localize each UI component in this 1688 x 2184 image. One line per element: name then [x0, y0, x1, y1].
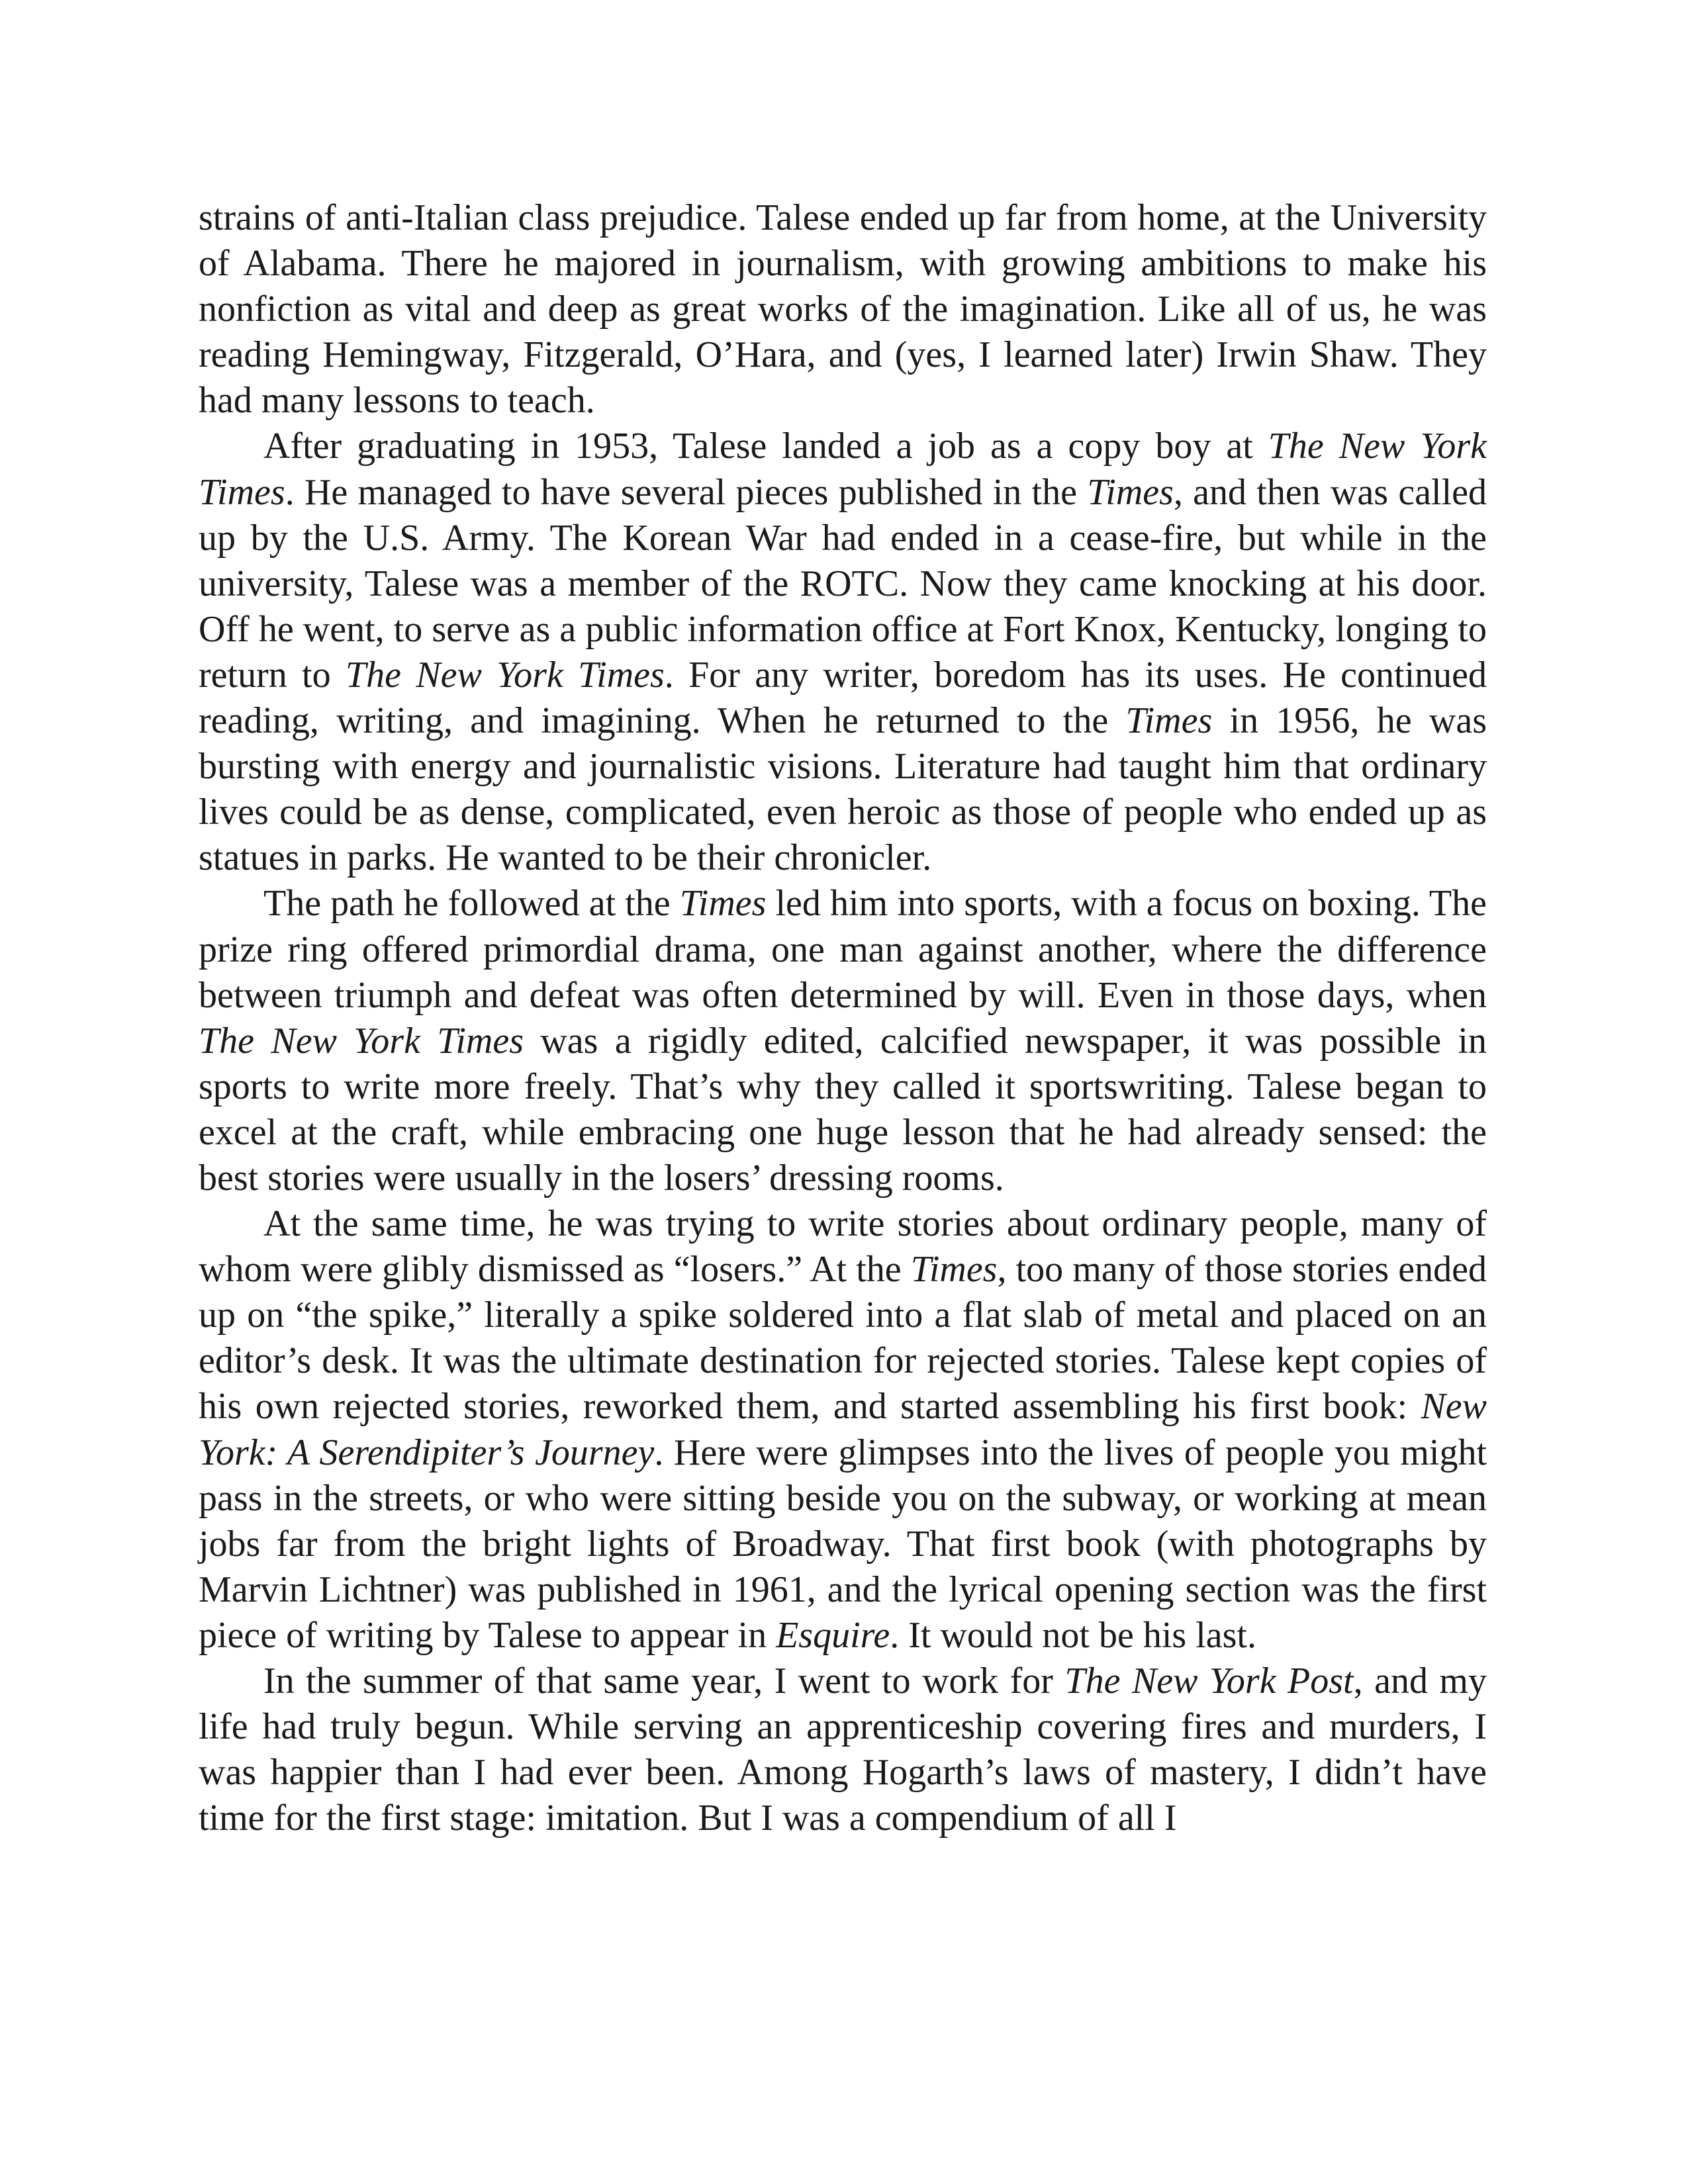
- text-segment: . He managed to have several pieces published in the: [285, 471, 1088, 513]
- text-segment: in 1956, he was bursting with energy and journalistic visions. Literature had taught him that ordinary lives could be as dense, complicated, even heroic as those of people who ended up as statues in parks. He wanted to be their chronicler.: [199, 700, 1487, 879]
- text-segment: . Here were glimpses into the lives of people you might pass in the streets, or who were sitting beside you on the subway, or working at mean jobs far from the bright lights of Broadway. That first book (with photographs by Marvin Lichtner) was published in 1961, and the lyrical opening section was the first piece of writing by Talese to appear in: [199, 1432, 1487, 1656]
- text-segment: At the same time, he was trying to write stories about ordinary people, many of whom were glibly dismissed as “losers.” At the: [199, 1203, 1487, 1291]
- text-segment: In the summer of that same year, I went to work for: [263, 1661, 1065, 1702]
- italic-title: The New York Times: [199, 1020, 524, 1062]
- text-segment: The path he followed at the: [263, 883, 680, 925]
- text-segment: , too many of those stories ended up on “the spike,” literally a spike soldered into a flat slab of metal and placed on an editor’s desk. It was the ultimate destination for rejected stories. Talese kept copies of his own rejected stories, reworked them, and started assembling his first book:: [199, 1249, 1487, 1428]
- italic-title: The New York Times: [345, 654, 665, 696]
- italic-title: Times: [1087, 471, 1174, 513]
- text-segment: , and my life had truly begun. While serving an apprenticeship covering fires and murders, I was happier than I had ever been. Among Hogarth’s laws of mastery, I didn’t have time for the first stage: imitation. But I was a compendium of all I: [199, 1661, 1487, 1839]
- italic-title: New York: A Serendipiter’s Journey: [199, 1386, 1487, 1473]
- italic-title: The New York Post: [1064, 1661, 1354, 1702]
- text-segment: led him into sports, with a focus on boxing. The prize ring offered primordial drama, one man against another, where the difference between triumph and defeat was often determined by will. Even in those days, when: [199, 883, 1487, 1016]
- italic-title: Times: [1125, 700, 1213, 742]
- text-segment: After graduating in 1953, Talese landed a job as a copy boy at: [263, 426, 1268, 467]
- paragraph: [199, 424, 1487, 881]
- italic-title: The New York Times: [199, 426, 1487, 513]
- paragraph: [199, 1201, 1487, 1659]
- italic-title: Esquire: [776, 1614, 890, 1656]
- document-page: [199, 195, 1487, 1841]
- text-segment: strains of anti-Italian class prejudice. Talese ended up far from home, at the University of Alabama. There he majored in journalism, with growing ambitions to make his nonfiction as vital and deep as great works of the imagination. Like all of us, he was reading Hemingway, Fitzgerald, O’Hara, and (yes, I learned later) Irwin Shaw. They had many lessons to teach.: [199, 197, 1487, 422]
- paragraph: [199, 195, 1487, 424]
- italic-title: Times: [910, 1249, 998, 1291]
- text-segment: . For any writer, boredom has its uses. He continued reading, writing, and imagining. When he returned to the: [199, 654, 1487, 742]
- text-segment: , and then was called up by the U.S. Army. The Korean War had ended in a cease-fire, but while in the university, Talese was a member of the ROTC. Now they came knocking at his door. Off he went, to serve as a public information office at Fort Knox, Kentucky, longing to return to: [199, 471, 1487, 696]
- text-segment: was a rigidly edited, calcified newspaper, it was possible in sports to write more freely. That’s why they called it sportswriting. Talese began to excel at the craft, while embracing one huge lesson that he had already sensed: the best stories were usually in the losers’ dressing rooms.: [199, 1020, 1487, 1199]
- paragraph: [199, 1659, 1487, 1841]
- text-segment: . It would not be his last.: [890, 1614, 1256, 1656]
- paragraph: [199, 881, 1487, 1201]
- italic-title: Times: [679, 883, 767, 925]
